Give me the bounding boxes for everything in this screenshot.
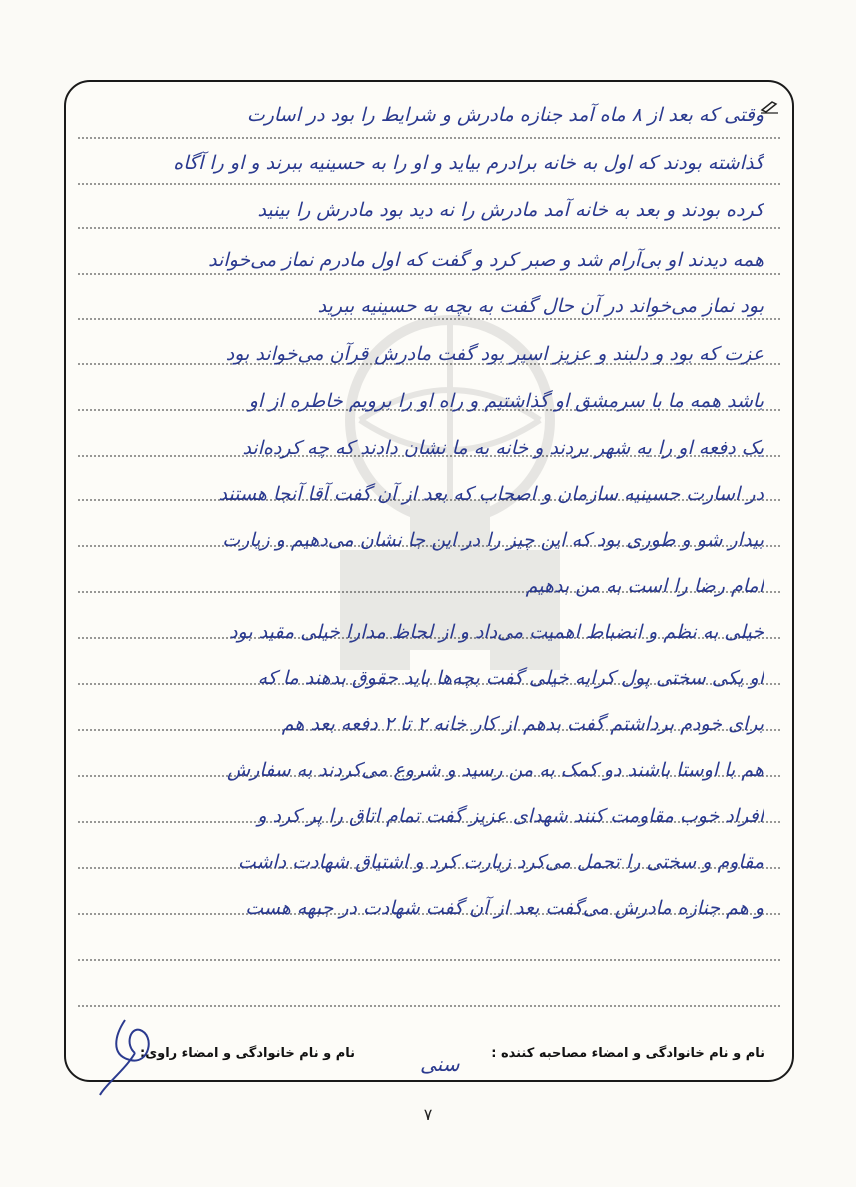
page-number: ۷: [423, 1105, 433, 1124]
handwritten-line: کرده بودند و بعد به خانه آمد مادرش را نه دید بود مادرش را بینید: [257, 199, 764, 221]
handwritten-line: باشد همه ما با سرمشق او گذاشتیم و راه او را برویم خاطره از او: [248, 390, 764, 412]
handwritten-line: مقاوم و سختی را تحمل می‌کرد زیارت کرد و اشتیاق شهادت داشت: [237, 851, 764, 873]
narrator-signature-label: نام و نام خانوادگی و امضاء راوی:: [140, 1046, 355, 1061]
handwritten-line: یک دفعه او را به شهر بردند و خانه به ما نشان دادند که چه کرده‌اند: [242, 437, 764, 459]
handwritten-line: بیدار شو و طوری بود که این چیز را در این جا نشان می‌دهیم و زیارت: [222, 529, 764, 551]
narrator-signature: [95, 1015, 165, 1100]
interviewer-signature-label: نام و نام خانوادگی و امضاء مصاحبه کننده :: [491, 1046, 765, 1061]
handwritten-line: امام رضا را است به من بدهیم: [525, 575, 764, 597]
handwritten-line: و هم جنازه مادرش می‌گفت بعد از آن گفت شهادت در جبهه هست: [245, 897, 764, 919]
handwritten-line: همه دیدند او بی‌آرام شد و صبر کرد و گفت که اول مادرم نماز می‌خواند: [208, 249, 764, 271]
handwritten-line: او یکی سختی پول کرایه خیلی گفت بچه‌ها باید حقوق بدهند ما که: [257, 667, 764, 689]
handwritten-line: وقتی که بعد از ۸ ماه آمد جنازه مادرش و شرایط را بود در اسارت: [246, 104, 764, 126]
handwritten-line: افراد خوب مقاومت کنند شهدای عزیز گفت تمام اتاق را پر کرد و: [257, 805, 764, 827]
handwritten-line: هم با اوستا باشند دو کمک به من رسید و شروع می‌کردند به سفارش: [227, 759, 764, 781]
handwritten-line: عزت که بود و دلبند و عزیز اسیر بود گفت مادرش قرآن می‌خواند بود: [225, 343, 764, 365]
handwritten-line: بود نماز می‌خواند در آن حال گفت به بچه به حسینیه ببرید: [317, 295, 764, 317]
handwritten-line: گذاشته بودند که اول به خانه برادرم بیاید و او را به حسینیه ببرند و او را آگاه: [173, 152, 764, 174]
handwritten-line: خیلی به نظم و انضباط اهمیت می‌داد و از لحاظ مدارا خیلی مقید بود: [229, 621, 764, 643]
handwritten-line: در اسارت حسینیه سازمان و اصحاب که بعد از آن گفت آقا آنجا هستند: [218, 483, 764, 505]
interviewer-signature: سنی: [420, 1052, 460, 1076]
handwritten-line: برای خودم برداشتم گفت بدهم از کار خانه ۲ تا ۲ دفعه بعد هم: [281, 713, 764, 735]
